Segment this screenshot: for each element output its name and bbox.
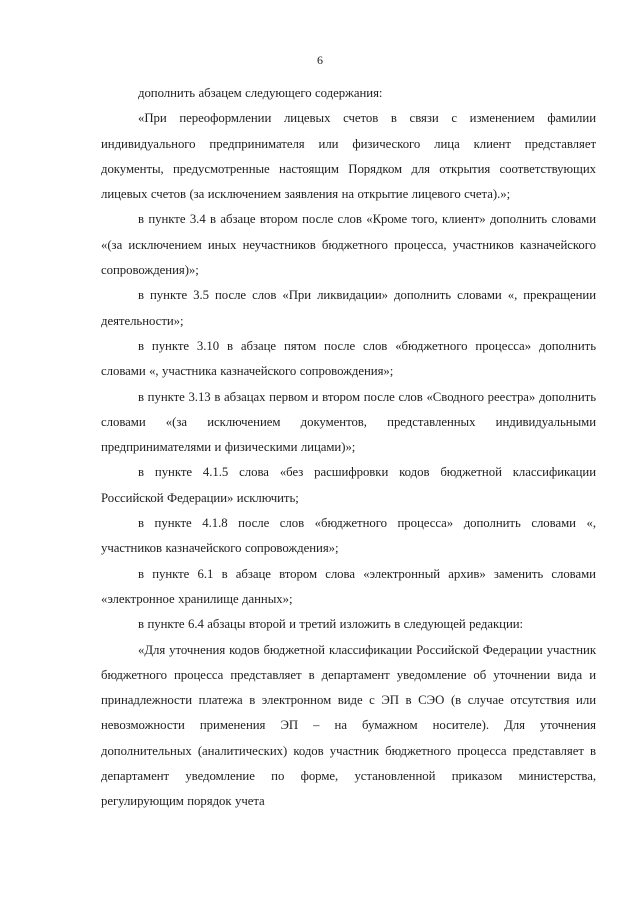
paragraph-quote-classification: «Для уточнения кодов бюджетной классификации Российской Федерации участник бюджетного процесса представляет в департамент уведомление об уточнении вида и принадлежности платежа в электронном виде с ЭП в СЭО (в случае отсутствия или невозможности применения ЭП – на бумажном носителе). Для уточнения дополнительных (аналитических) кодов участник бюджетного процесса представляет в департамент уведомление по форме, установленной приказом министерства, регулирующим порядок учета [101,642,596,809]
paragraph-quote-reissue: «При переоформлении лицевых счетов в связи с изменением фамилии индивидуального предпринимателя или физического лица клиент представляет документы, предусмотренные настоящим Порядком для открытия соответствующих лицевых счетов (за исключением заявления на открытие лицевого счета).»; [101,111,596,202]
document-body [101,81,596,815]
paragraph-item-3-13: в пункте 3.13 в абзацах первом и втором после слов «Сводного реестра» дополнить словами «(за исключением документов, представленных индивидуальными предпринимателями и физическими лицами)»; [101,389,596,455]
paragraph-item-3-4: в пункте 3.4 в абзаце втором после слов «Кроме того, клиент» дополнить словами «(за исключением иных неучастников бюджетного процесса, участников казначейского сопровождения)»; [101,212,596,278]
paragraph-item-4-1-5: в пункте 4.1.5 слова «без расшифровки кодов бюджетной классификации Российской Федерации» исключить; [101,465,596,505]
paragraph-item-6-4: в пункте 6.4 абзацы второй и третий изложить в следующей редакции: [138,617,524,632]
paragraph-item-3-10: в пункте 3.10 в абзаце пятом после слов «бюджетного процесса» дополнить словами «, участника казначейского сопровождения»; [101,338,596,379]
paragraph-item-6-1: в пункте 6.1 в абзаце втором слова «электронный архив» заменить словами «электронное хранилище данных»; [101,566,596,606]
paragraph-item-3-5: в пункте 3.5 после слов «При ликвидации» дополнить словами «, прекращении деятельности»; [101,288,596,328]
paragraph-intro: дополнить абзацем следующего содержания: [138,86,383,100]
paragraph-item-4-1-8: в пункте 4.1.8 после слов «бюджетного процесса» дополнить словами «, участников казначейского сопровождения»; [101,516,596,556]
page-number: 6 [317,53,323,67]
